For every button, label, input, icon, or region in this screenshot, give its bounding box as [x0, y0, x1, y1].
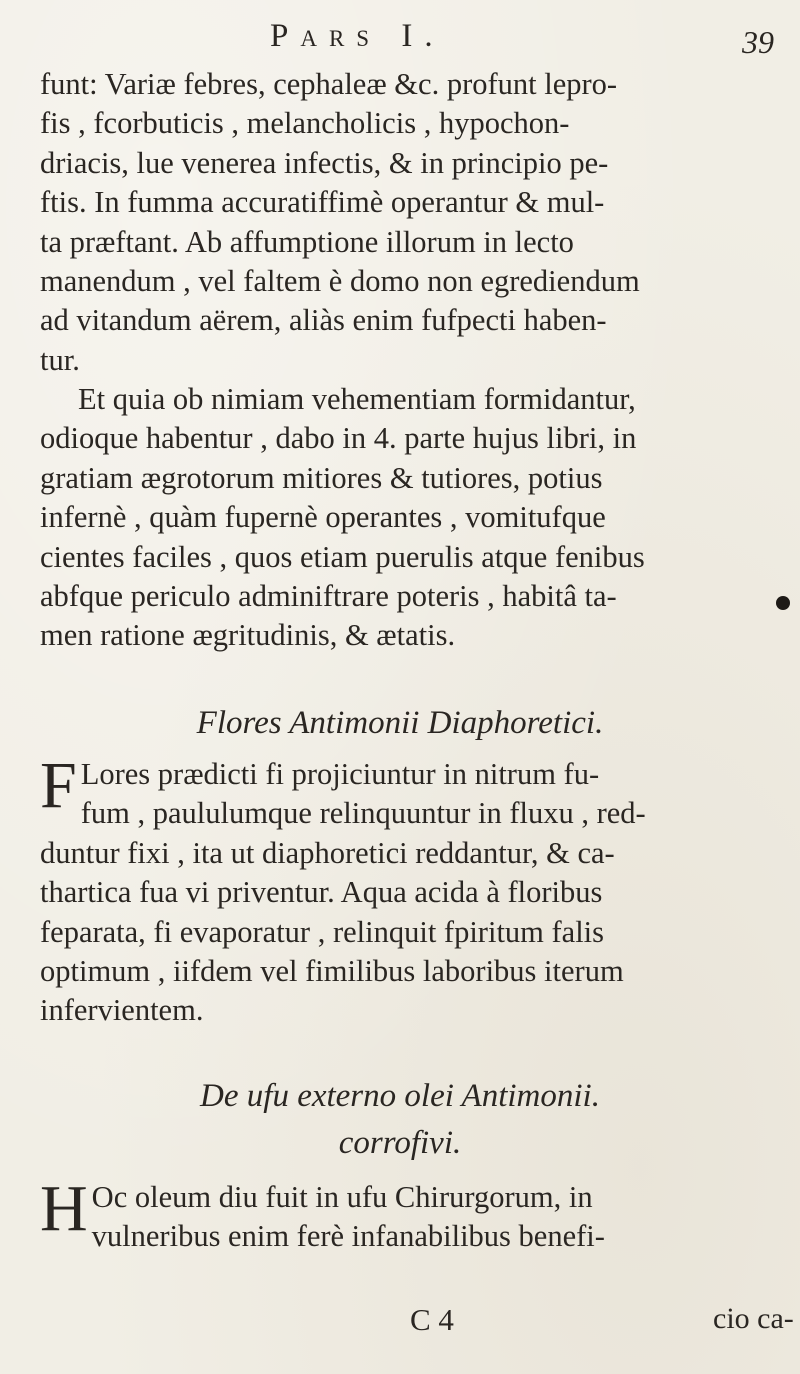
text-line: fis , fcorbuticis , melancholicis , hypochon- — [40, 106, 570, 141]
paragraph-continuation — [40, 65, 788, 380]
text-line: abfque periculo adminiftrare poteris , habitâ ta- — [40, 578, 617, 613]
running-title: Pars I. — [270, 18, 445, 54]
text-line: ftis. In fumma accuratiffimè operantur & mul- — [40, 185, 605, 220]
text-line: fum , paululumque relinquuntur in fluxu , red- — [80, 796, 646, 831]
page-footer — [0, 1302, 800, 1342]
text-line: manendum , vel faltem è domo non egrediendum — [40, 263, 640, 298]
text-line: infernè , quàm fupernè operantes , vomitufque — [40, 500, 606, 535]
section-oleum-body — [40, 1172, 788, 1257]
paragraph-dosage-note — [40, 380, 788, 656]
text-line: ta præftant. Ab affumptione illorum in lecto — [40, 224, 574, 259]
text-line: feparata, fi evaporatur , relinquit fpiritum falis — [40, 914, 605, 949]
text-line: ad vitandum aërem, aliàs enim fufpecti haben- — [40, 303, 607, 338]
text-line: infervientem. — [40, 993, 204, 1028]
ink-spot — [776, 596, 790, 610]
text-line: Oc oleum diu fuit in ufu Chirurgorum, in — [91, 1180, 593, 1214]
text-line: gratiam ægrotorum mitiores & tutiores, potius — [40, 460, 603, 495]
text-line: odioque habentur , dabo in 4. parte hujus libri, in — [40, 421, 637, 456]
text-line: Lores prædicti fi projiciuntur in nitrum fu- — [80, 757, 600, 791]
text-line: duntur fixi , ita ut diaphoretici reddantur, & ca- — [40, 835, 615, 870]
section-flores-body — [40, 749, 788, 1031]
section-heading-oleum-line-1: De ufu externo olei Antimonii. — [200, 1078, 600, 1114]
text-line: tur. — [40, 342, 80, 377]
text-line: funt: Variæ febres, cephaleæ &c. profunt lepro- — [40, 67, 618, 101]
section-heading-oleum-line-2: corrofivi. — [338, 1125, 462, 1161]
running-head — [0, 18, 800, 58]
text-line: driacis, lue venerea infectis, & in principio pe- — [40, 145, 609, 180]
page-number: 39 — [742, 24, 774, 60]
catchword: cio ca- — [713, 1302, 794, 1335]
text-line: cientes faciles , quos etiam puerulis atque fenibus — [40, 539, 645, 574]
text-line: vulneribus enim ferè infanabilibus benefi- — [91, 1219, 605, 1254]
signature-mark: C 4 — [410, 1302, 454, 1337]
text-line: men ratione ægritudinis, & ætatis. — [40, 618, 456, 653]
text-line: optimum , iifdem vel fimilibus laboribus iterum — [40, 953, 624, 988]
section-heading-flores: Flores Antimonii Diaphoretici. — [196, 705, 604, 741]
text-line: Et quia ob nimiam vehementiam formidantur, — [78, 382, 636, 416]
drop-cap: H — [40, 1172, 88, 1245]
text-line: thartica fua vi priventur. Aqua acida à floribus — [40, 875, 603, 910]
drop-cap: F — [40, 749, 77, 822]
